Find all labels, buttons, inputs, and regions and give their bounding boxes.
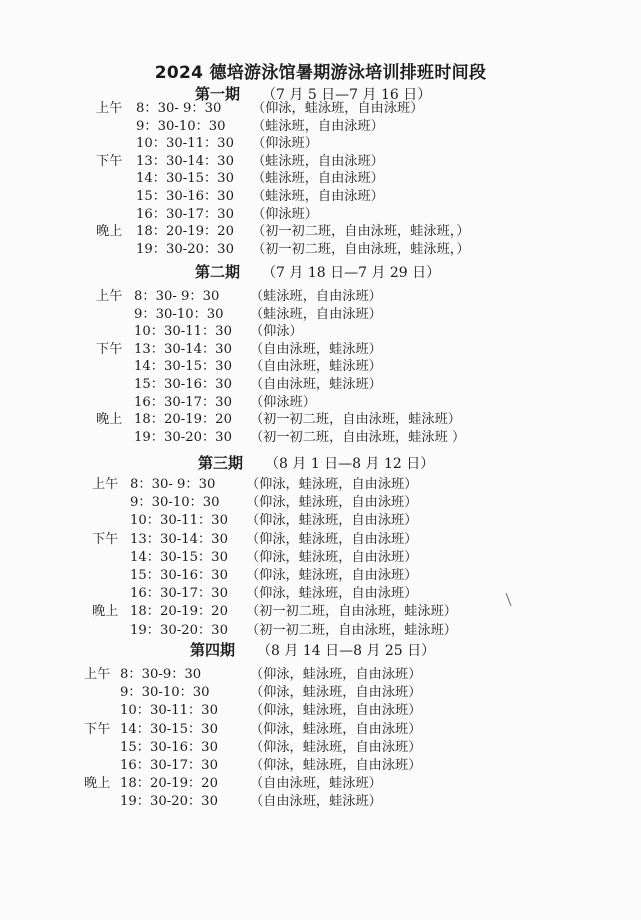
period-dates: （8 月 1 日—8 月 12 日） (265, 456, 435, 472)
class-list: （仰泳，蛙泳班，自由泳班） (250, 739, 422, 755)
time-of-day-label: 晚上 (92, 604, 119, 620)
class-list: （蛙泳班，自由泳班） (252, 118, 384, 134)
class-list: （仰泳班） (250, 394, 316, 410)
class-list: （自由泳班，蛙泳班） (250, 359, 382, 375)
pen-mark (504, 592, 516, 608)
period-dates: （7 月 5 日—7 月 16 日） (262, 87, 432, 103)
time-slot: 15：30-16：30 (120, 739, 218, 755)
time-of-day-label: 上午 (96, 289, 123, 304)
time-of-day-label: 晚上 (84, 776, 111, 792)
class-list: （仰泳班） (252, 136, 318, 152)
time-slot: 10：30-11：30 (136, 136, 234, 152)
time-slot: 16：30-17：30 (130, 586, 228, 602)
class-list: （仰泳，蛙泳班，自由泳班） (250, 721, 422, 737)
period-dates: （7 月 18 日—7 月 29 日） (262, 265, 441, 281)
class-list: （仰泳，蛙泳班，自由泳班） (250, 667, 422, 682)
period-name: 第四期 (190, 641, 236, 659)
time-slot: 8：30- 9：30 (136, 101, 222, 116)
period-dates: （8 月 14 日—8 月 25 日） (257, 643, 436, 659)
class-list: （仰泳，蛙泳班，自由泳班） (246, 513, 418, 529)
class-list: （蛙泳班，自由泳班） (250, 306, 382, 322)
time-slot: 15：30-16：30 (134, 377, 232, 392)
class-list: （自由泳班，蛙泳班） (250, 341, 382, 357)
class-list: （仰泳，蛙泳班，自由泳班） (246, 477, 418, 492)
time-slot: 13：30-14：30 (134, 341, 232, 357)
period-name: 第二期 (195, 263, 241, 281)
time-slot: 15：30-16：30 (136, 189, 234, 204)
class-list: （仰泳班） (252, 206, 318, 222)
class-list: （初一初二班，自由泳班，蛙泳班） (250, 412, 461, 428)
class-list: （初一初二班，自由泳班，蛙泳班） (246, 622, 457, 638)
time-slot: 8：30- 9：30 (130, 477, 216, 492)
time-slot: 18：20-19：20 (134, 412, 232, 428)
class-list: （初一初二班，自由泳班，蛙泳班） (246, 604, 457, 620)
time-slot: 9：30-10：30 (134, 306, 224, 322)
time-of-day-label: 上午 (96, 101, 123, 116)
time-of-day-label: 下午 (96, 341, 123, 357)
time-slot: 13：30-14：30 (136, 153, 234, 169)
time-slot: 14：30-15：30 (130, 549, 228, 565)
time-slot: 19：30-20：30 (130, 622, 228, 638)
time-slot: 18：20-19：20 (130, 604, 228, 620)
time-slot: 19：30-20：30 (136, 241, 234, 257)
time-of-day-label: 下午 (96, 153, 123, 169)
class-list: （仰泳，蛙泳班，自由泳班） (246, 495, 418, 511)
class-list: （蛙泳班，自由泳班） (252, 153, 384, 169)
class-list: （仰泳，蛙泳班，自由泳班） (250, 703, 422, 719)
time-slot: 10：30-11：30 (134, 324, 232, 340)
class-list: （自由泳班，蛙泳班） (250, 776, 382, 792)
class-list: （仰泳，蛙泳班，自由泳班） (246, 586, 418, 602)
class-list: （仰泳，蛙泳班，自由泳班） (246, 531, 418, 547)
time-of-day-label: 晚上 (96, 412, 123, 428)
class-list: （仰泳，蛙泳班，自由泳班） (246, 549, 418, 565)
time-slot: 8：30-9：30 (120, 667, 202, 682)
time-of-day-label: 下午 (92, 531, 119, 547)
time-slot: 16：30-17：30 (120, 758, 218, 773)
period-name: 第三期 (198, 454, 244, 472)
time-slot: 14：30-15：30 (136, 171, 234, 187)
time-slot: 9：30-10：30 (136, 118, 226, 134)
class-list: （蛙泳班，自由泳班） (252, 171, 384, 187)
time-slot: 18：20-19：20 (136, 224, 234, 240)
time-slot: 10：30-11：30 (130, 513, 228, 529)
period-name: 第一期 (195, 85, 241, 103)
time-slot: 9：30-10：30 (130, 495, 220, 511)
class-list: （仰泳） (250, 324, 303, 340)
time-slot: 18：20-19：20 (120, 776, 218, 792)
time-slot: 14：30-15：30 (134, 359, 232, 375)
time-slot: 19：30-20：30 (134, 429, 232, 445)
time-slot: 9：30-10：30 (120, 685, 210, 701)
time-slot: 14：30-15：30 (120, 721, 218, 737)
time-slot: 15：30-16：30 (130, 568, 228, 583)
class-list: （仰泳，蛙泳班，自由泳班） (246, 568, 418, 583)
class-list: （仰泳，蛙泳班，自由泳班） (250, 685, 422, 701)
time-slot: 13：30-14：30 (130, 531, 228, 547)
time-of-day-label: 上午 (92, 477, 119, 492)
class-list: （初一初二班，自由泳班，蛙泳班 ） (250, 429, 466, 445)
period-header (195, 262, 440, 282)
time-slot: 16：30-17：30 (134, 394, 232, 410)
class-list: （自由泳班，蛙泳班） (250, 794, 382, 810)
time-slot: 16：30-17：30 (136, 206, 234, 222)
time-of-day-label: 上午 (84, 667, 111, 682)
class-list: （蛙泳班，自由泳班） (250, 289, 382, 304)
period-header (198, 453, 434, 473)
page-title: 2024 德培游泳馆暑期游泳培训排班时间段 (154, 63, 487, 83)
class-list: （仰泳，蛙泳班，自由泳班） (250, 758, 422, 773)
class-list: （初一初二班，自由泳班，蛙泳班，） (252, 241, 470, 257)
time-slot: 10：30-11：30 (120, 703, 218, 719)
class-list: （蛙泳班，自由泳班） (252, 189, 384, 204)
time-slot: 8：30- 9：30 (134, 289, 220, 304)
time-of-day-label: 晚上 (96, 224, 123, 240)
class-list: （自由泳班，蛙泳班） (250, 377, 382, 392)
time-slot: 19：30-20：30 (120, 794, 218, 810)
class-list: （仰泳，蛙泳班，自由泳班） (252, 101, 424, 116)
class-list: （初一初二班，自由泳班，蛙泳班，） (252, 224, 470, 240)
period-header (190, 640, 435, 660)
time-of-day-label: 下午 (84, 721, 111, 737)
